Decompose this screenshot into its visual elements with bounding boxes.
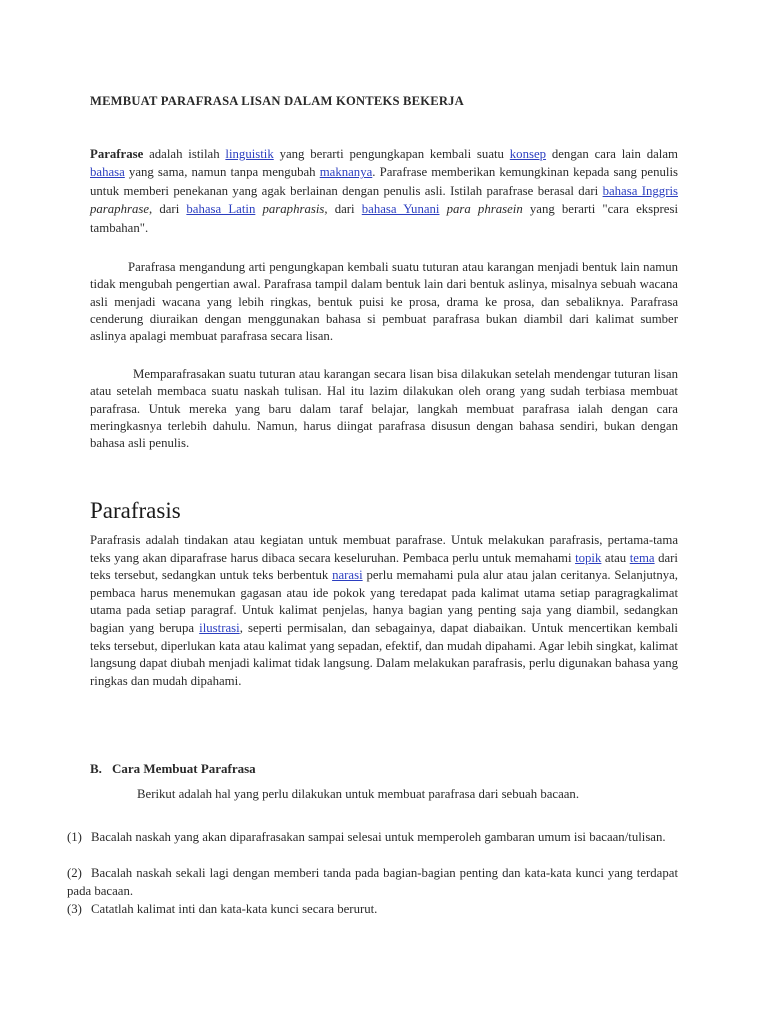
link-narasi[interactable]: narasi xyxy=(332,568,363,583)
list-number: (2) xyxy=(67,866,82,880)
section-number: B. xyxy=(90,761,102,776)
link-tema[interactable]: tema xyxy=(629,550,655,565)
list-item xyxy=(67,901,678,919)
list-item xyxy=(67,865,678,900)
list-number: (1) xyxy=(67,830,82,844)
document-title: MEMBUAT PARAFRASA LISAN DALAM KONTEKS BEKERJA xyxy=(90,94,464,108)
list-text: Bacalah naskah yang akan diparafrasakan sampai selesai untuk memperoleh gambaran umum isi bacaan/tulisan. xyxy=(91,830,666,844)
list-number: (3) xyxy=(67,902,82,916)
paragraph-parafrase-definition: Parafrase adalah istilah linguistik yang berarti pengungkapan kembali suatu konsep dengan cara lain dalam bahasa yang sama, namun tanpa mengubah maknanya. Parafrase memberikan kemungkinan kepada sang penulis untuk memberi penekanan yang agak berlainan dengan penulis asli. Istilah parafrase berasal dari bahasa Inggris paraphrase, dari bahasa Latin paraphrasis, dari bahasa Yunani para phrasein yang berarti "cara ekspresi tambahan". xyxy=(90,147,679,235)
paragraph-intro-steps: Berikut adalah hal yang perlu dilakukan untuk membuat parafrasa dari sebuah bacaan. xyxy=(137,787,580,801)
section-heading-parafrasis: Parafrasis xyxy=(90,498,181,523)
term-parafrase: Parafrase xyxy=(90,147,144,161)
link-linguistik[interactable]: linguistik xyxy=(225,147,274,161)
list-text: Bacalah naskah sekali lagi dengan memberi tanda pada bagian-bagian penting dan kata-kata kunci yang terdapat pada bacaan. xyxy=(67,866,678,898)
section-title: Cara Membuat Parafrasa xyxy=(112,761,256,776)
list-text: Catatlah kalimat inti dan kata-kata kunci secara berurut. xyxy=(91,902,378,916)
paragraph-memparafrasakan: Memparafrasakan suatu tuturan atau karangan secara lisan bisa dilakukan setelah mendengar tuturan lisan atau setelah membaca suatu naskah tulisan. Hal itu lazim dilakukan oleh orang yang sudah terbiasa membuat parafrasa. Untuk mereka yang baru dalam taraf belajar, langkah membuat parafrasa ialah dengan cara meringkasnya terlebih dahulu. Namun, harus diingat parafrasa disusun dengan bahasa sendiri, bukan dengan bahasa asli penulis. xyxy=(90,367,678,451)
section-heading-cara-membuat xyxy=(90,761,678,777)
paragraph-parafrasa-meaning: Parafrasa mengandung arti pengungkapan kembali suatu tuturan atau karangan menjadi bentuk lain namun tidak mengubah pengertian awal. Parafrasa tampil dalam bentuk lain dari bentuk aslinya, misalnya sebuah wacana asli menjadi wacana yang lebih ringkas, bentuk puisi ke prosa, drama ke prosa, dan sebaliknya. Parafrasa cenderung diuraikan dengan menggunakan bahasa si pembuat parafrasa bukan diambil dari kalimat sumber aslinya apalagi membuat parafrasa secara lisan. xyxy=(90,260,678,344)
link-ilustrasi[interactable]: ilustrasi xyxy=(199,620,240,635)
paragraph-parafrasis: Parafrasis adalah tindakan atau kegiatan untuk membuat parafrase. Untuk melakukan parafrasis, pertama-tama teks yang akan diparafrase harus dibaca secara keseluruhan. Pembaca perlu untuk memahami topik atau tema dari teks tersebut, sedangkan untuk teks berbentuk narasi perlu memahami pula alur atau jalan ceritanya. Selanjutnya, pembaca harus menemukan gagasan atau ide pokok yang teredapat pada kalimat utama setiap paragragkalimat utama pada setiap paragraf. Untuk kalimat penjelas, hanya bagian yang penting saja yang diambil, sedangkan bagian yang berupa ilustrasi, seperti permisalan, dan sebagainya, dapat diabaikan. Untuk mencertikan kembali teks tersebut, diperlukan kata atau kalimat yang sepadan, efektif, dan mudah dipahami. Agar lebih singkat, kalimat langsung dapat diubah menjadi kalimat tidak langsung. Dalam melakukan parafrasis, perlu digunakan bahasa yang ringkas dan mudah dipahami. xyxy=(90,533,678,688)
link-bahasa-latin[interactable]: bahasa Latin xyxy=(186,202,256,217)
link-konsep[interactable]: konsep xyxy=(509,147,547,161)
link-bahasa[interactable]: bahasa xyxy=(90,165,125,180)
link-maknanya[interactable]: maknanya xyxy=(319,165,373,180)
link-bahasa-inggris[interactable]: bahasa Inggris xyxy=(602,183,678,198)
link-bahasa-yunani[interactable]: bahasa Yunani xyxy=(361,202,440,217)
link-topik[interactable]: topik xyxy=(575,550,602,565)
list-item xyxy=(67,829,678,847)
